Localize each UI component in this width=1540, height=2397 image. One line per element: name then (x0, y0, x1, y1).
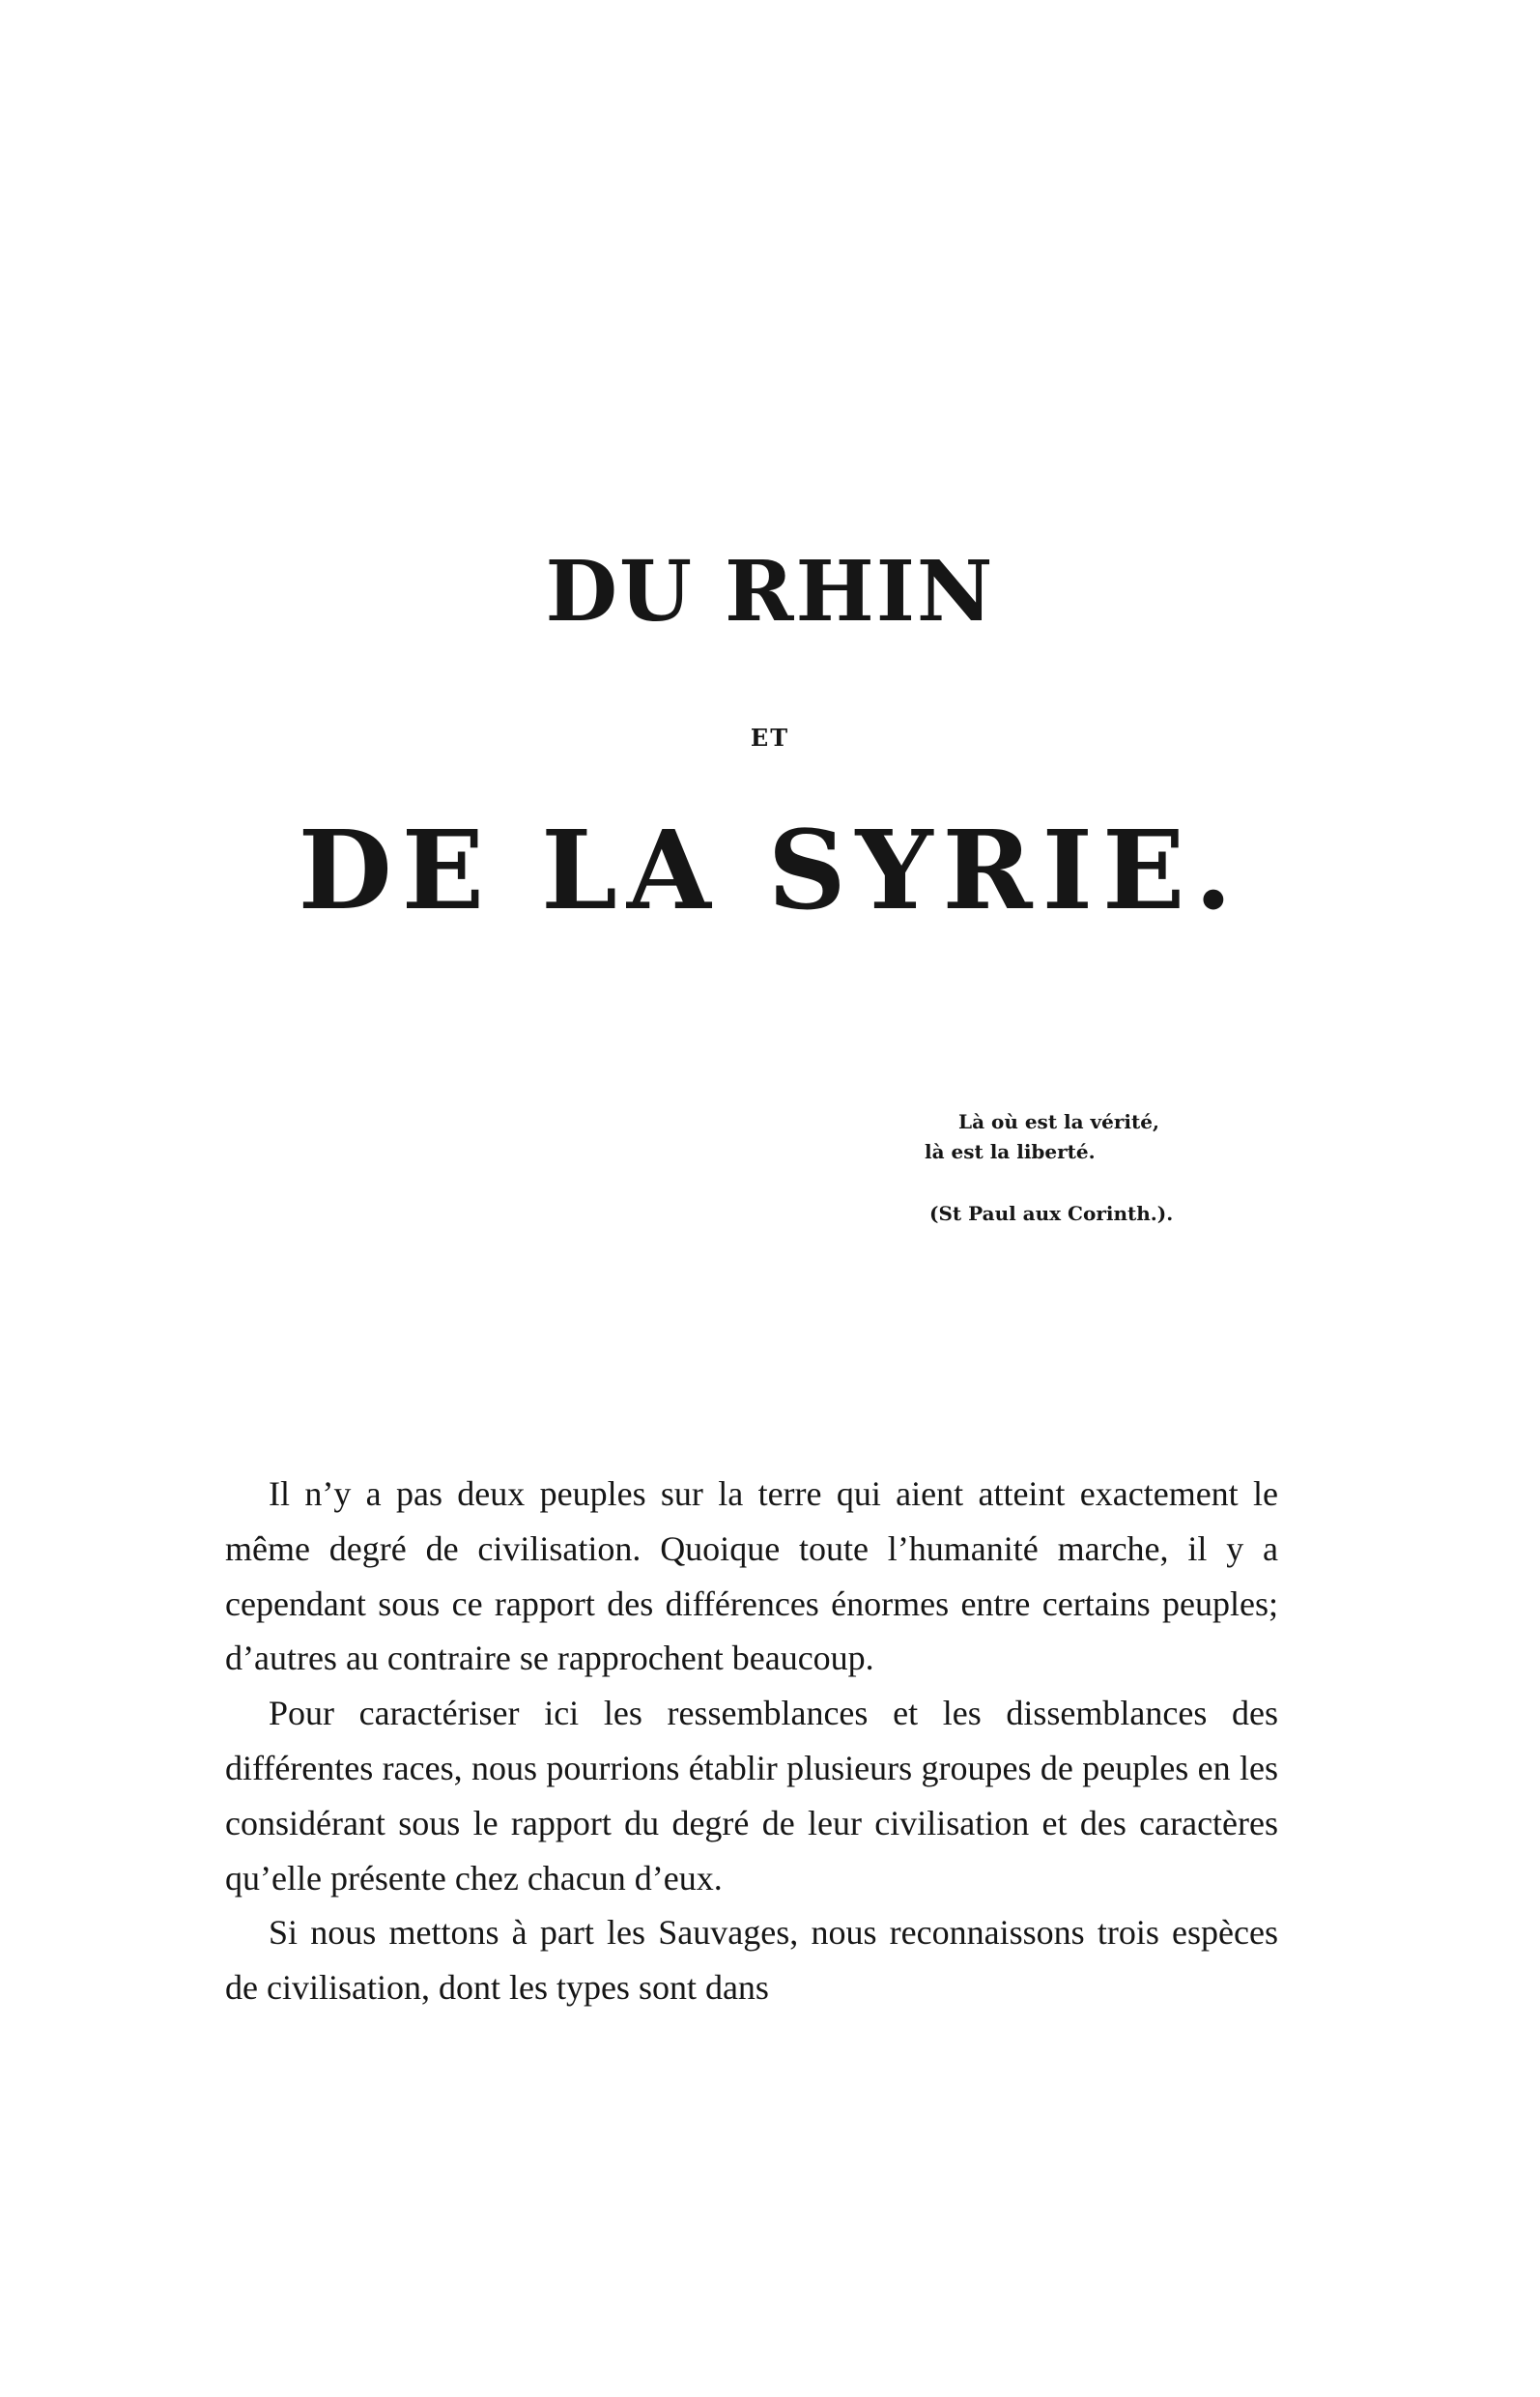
epigraph-line-2: là est la liberté. (925, 1140, 1096, 1163)
paragraph-3: Si nous mettons à part les Sauvages, nous reconnaissons trois espèces de civilisation, dont les types sont dans (225, 1913, 1278, 2008)
epigraph-line-1: Là où est la vérité, (958, 1110, 1159, 1133)
paragraph-2: Pour caractériser ici les ressemblances et les dissemblances des différentes races, nous pourrions établir plusieurs groupes de peuples en les considérant sous le rapport du degré de leur civilisation et des caractères qu’elle présente chez chacun d’eux. (225, 1694, 1278, 1898)
paragraph-1: Il n’y a pas deux peuples sur la terre qui aient atteint exactement le même degré de civilisation. Quoique toute l’humanité marche, il y a cependant sous ce rapport des différences énormes entre certains peuples; d’autres au contraire se rapprochent beaucoup. (225, 1474, 1278, 1678)
title-de-la-syrie: DE LA SYRIE. (298, 808, 1242, 934)
title-du-rhin: DU RHIN (545, 543, 995, 641)
title-et: ET (750, 724, 790, 752)
body-text (225, 1467, 1278, 2015)
epigraph-attribution: (St Paul aux Corinth.). (929, 1202, 1174, 1225)
